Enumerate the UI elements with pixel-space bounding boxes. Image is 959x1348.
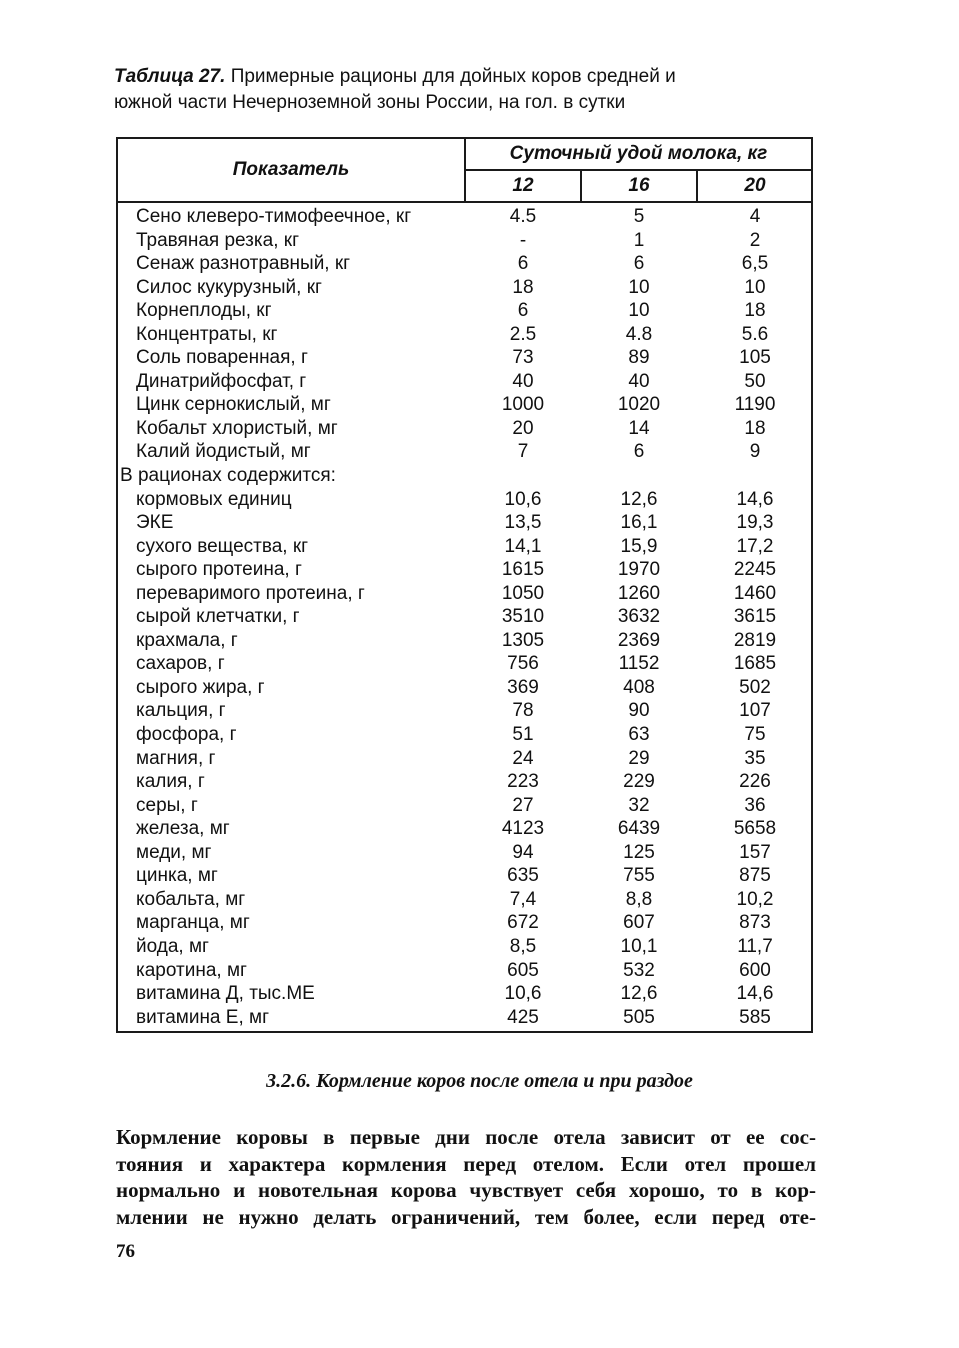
row-label: Динатрийфосфат, г [136,370,307,392]
row-value-col-12: 10,6 [504,488,542,510]
row-value-col-12: 73 [512,347,534,369]
table-row [118,299,811,323]
table-row [118,370,811,394]
table-row [118,1006,811,1030]
table-row [118,488,811,512]
row-value-col-16: 408 [623,676,655,698]
row-value-col-16: 6439 [617,818,661,840]
row-value-col-20: 502 [739,676,771,698]
table-row [118,558,811,582]
row-value-col-16: 6 [633,253,645,275]
row-value-col-20: 1685 [733,653,777,675]
row-value-col-16: 10,1 [620,935,658,957]
row-value-col-16: 1260 [617,582,661,604]
table-row [118,535,811,559]
paragraph-line: Кормление коровы в первые дни после отела зависит от ее сос- [116,1125,816,1149]
row-label: меди, мг [136,841,212,863]
row-value-col-20: 585 [739,1006,771,1028]
row-label: Травяная резка, кг [136,229,299,251]
row-value-col-20: 600 [739,959,771,981]
row-value-col-16: 6 [633,441,645,463]
row-value-col-12: 51 [512,724,534,746]
row-value-col-16: 12,6 [620,488,658,510]
row-label: калия, г [136,771,205,793]
row-value-col-16: 532 [623,959,655,981]
row-value-col-12: 7 [517,441,529,463]
row-value-col-12: - [519,229,527,251]
row-label: ЭКЕ [136,512,174,534]
page-number: 76 [116,1241,135,1262]
row-value-col-16: 15,9 [620,535,658,557]
table-body [118,205,811,1029]
header-milk-yield: Суточный удой молока, кг [466,139,811,171]
row-value-col-20: 5.6 [741,323,769,345]
row-value-col-12: 10,6 [504,983,542,1005]
row-label: витамина Д, тыс.МЕ [136,983,315,1005]
row-value-col-20: 226 [739,771,771,793]
row-label: марганца, мг [136,912,250,934]
table-row [118,276,811,300]
row-value-col-20: 10,2 [736,888,774,910]
row-value-col-20: 18 [744,417,766,439]
row-value-col-20: 18 [744,300,766,322]
row-label: фосфора, г [136,724,237,746]
row-label: Калий йодистый, мг [136,441,311,463]
row-value-col-12: 425 [507,1006,539,1028]
row-label: Концентраты, кг [136,323,278,345]
row-value-col-12: 13,5 [504,512,542,534]
table-row [118,511,811,535]
row-value-col-16: 4.8 [625,323,653,345]
row-value-col-20: 75 [744,724,766,746]
row-value-col-12: 27 [512,794,534,816]
row-label: серы, г [136,794,198,816]
table-row [118,770,811,794]
row-value-col-20: 9 [749,441,761,463]
row-value-col-16: 90 [628,700,650,722]
row-value-col-12: 1050 [501,582,545,604]
row-label: железа, мг [136,818,230,840]
row-label: Сено клеверо-тимофеечное, кг [136,206,412,227]
row-value-col-16: 607 [623,912,655,934]
row-value-col-12: 1615 [501,559,545,581]
table-row [118,252,811,276]
body-paragraph [116,1124,816,1230]
row-label: крахмала, г [136,629,238,651]
row-value-col-20: 2 [749,229,761,251]
row-label: йода, мг [136,935,209,957]
table-row [118,229,811,253]
table-row [118,699,811,723]
row-value-col-16: 63 [628,724,650,746]
table-row [118,864,811,888]
row-value-col-12: 605 [507,959,539,981]
row-value-col-16: 16,1 [620,512,658,534]
paragraph-line: нормально и новотельная корова чувствует себя хорошо, то в кор- [116,1178,816,1202]
row-value-col-20: 11,7 [737,935,773,957]
row-value-col-12: 78 [512,700,534,722]
header-col-12: 12 [466,171,582,201]
row-value-col-20: 1190 [734,394,776,416]
row-value-col-16: 229 [623,771,655,793]
row-value-col-12: 4.5 [509,206,537,227]
row-value-col-12: 1305 [501,629,545,651]
row-value-col-12: 6 [517,253,529,275]
table-row [118,747,811,771]
row-value-col-20: 157 [739,841,771,863]
row-label: кормовых единиц [136,488,292,510]
row-label: Корнеплоды, кг [136,300,272,322]
row-value-col-20: 105 [739,347,771,369]
row-label: Цинк сернокислый, мг [136,394,331,416]
table-row [118,440,811,464]
table-row [118,959,811,983]
row-label: магния, г [136,747,216,769]
row-value-col-16: 1020 [617,394,661,416]
row-value-col-12: 24 [512,747,534,769]
row-value-col-16: 10 [628,276,650,298]
row-value-col-12: 8,5 [509,935,537,957]
row-value-col-16: 505 [623,1006,655,1028]
row-value-col-12: 369 [507,676,539,698]
row-value-col-12: 18 [512,276,534,298]
table-row [118,676,811,700]
table-row [118,982,811,1006]
caption-text-line-1: Примерные рационы для дойных коров средней и [230,66,676,87]
row-value-col-16: 10 [628,300,650,322]
row-value-col-20: 107 [739,700,771,722]
row-value-col-12: 4123 [501,818,545,840]
row-value-col-12: 2.5 [509,323,537,345]
ration-table [116,137,813,1033]
row-label: сахаров, г [136,653,225,675]
table-row [118,841,811,865]
row-value-col-20: 3615 [733,606,777,628]
row-label: переваримого протеина, г [136,582,365,604]
row-value-col-12: 1000 [501,394,545,416]
row-value-col-20: 36 [744,794,766,816]
header-parameter: Показатель [118,139,466,201]
table-row [118,629,811,653]
row-value-col-20: 17,2 [736,535,774,557]
table-row [118,935,811,959]
row-value-col-20: 14,6 [736,983,774,1005]
row-value-col-20: 35 [744,747,766,769]
row-label: Сенаж разнотравный, кг [136,253,351,275]
row-value-col-12: 40 [512,370,534,392]
row-value-col-12: 7,4 [509,888,537,910]
table-row [118,393,811,417]
row-label: сырого протеина, г [136,559,302,581]
table-caption [114,64,834,116]
row-value-col-20: 2819 [733,629,777,651]
row-value-col-16: 3632 [617,606,661,628]
row-value-col-12: 14,1 [504,535,542,557]
row-value-col-12: 635 [507,865,539,887]
caption-text-line-2: южной части Нечерноземной зоны России, на гол. в сутки [114,92,626,113]
row-value-col-16: 14 [628,417,650,439]
row-label: Силос кукурузный, кг [136,276,322,298]
row-value-col-12: 3510 [501,606,545,628]
row-label: сырой клетчатки, г [136,606,300,628]
row-value-col-12: 756 [507,653,539,675]
row-value-col-20: 2245 [733,559,777,581]
table-header [118,139,811,203]
row-value-col-12: 672 [507,912,539,934]
table-row [118,605,811,629]
paragraph-line: тояния и характера кормления перед отелом. Если отел прошел [116,1151,816,1176]
row-value-col-20: 4 [749,206,761,227]
row-value-col-20: 19,3 [736,512,774,534]
header-col-16: 16 [582,171,698,201]
row-value-col-16: 29 [628,747,650,769]
row-value-col-16: 5 [633,206,645,227]
row-value-col-20: 10 [744,276,766,298]
row-label: сухого вещества, кг [136,535,309,557]
caption-lead: Таблица 27. [114,66,226,87]
table-row [118,794,811,818]
row-value-col-16: 89 [628,347,650,369]
table-row [118,911,811,935]
row-value-col-20: 875 [739,865,771,887]
row-label: В рационах содержится: [120,465,336,487]
row-value-col-12: 20 [512,417,534,439]
row-label: кобальта, мг [136,888,246,910]
row-value-col-20: 14,6 [736,488,774,510]
row-label: витамина Е, мг [136,1006,269,1028]
row-value-col-20: 1460 [733,582,777,604]
table-row [118,817,811,841]
table-row [118,723,811,747]
table-row [118,582,811,606]
row-value-col-12: 223 [507,771,539,793]
row-value-col-20: 873 [739,912,771,934]
table-row [118,417,811,441]
row-value-col-16: 32 [628,794,650,816]
row-label: Соль поваренная, г [136,347,308,369]
table-row [118,346,811,370]
row-value-col-16: 755 [623,865,655,887]
table-row [118,205,811,229]
row-value-col-16: 125 [623,841,655,863]
row-value-col-12: 6 [517,300,529,322]
row-label: сырого жира, г [136,676,265,698]
table-row [118,652,811,676]
row-label: Кобальт хлористый, мг [136,417,338,439]
row-value-col-16: 8,8 [625,888,653,910]
row-label: каротина, мг [136,959,247,981]
row-value-col-16: 12,6 [620,983,658,1005]
row-value-col-12: 94 [512,841,534,863]
row-value-col-16: 2369 [617,629,661,651]
paragraph-line: млении не нужно делать ограничений, тем более, если перед оте- [116,1204,816,1229]
row-value-col-16: 1 [633,229,645,251]
row-value-col-16: 1970 [617,559,661,581]
section-heading: 3.2.6. Кормление коров после отела и при раздое [266,1070,693,1092]
row-value-col-20: 6,5 [741,253,769,275]
row-label: кальция, г [136,700,226,722]
header-col-20: 20 [744,175,766,196]
table-row [118,888,811,912]
row-value-col-16: 1152 [618,653,660,675]
row-value-col-16: 40 [628,370,650,392]
row-value-col-20: 50 [744,370,766,392]
table-row [118,323,811,347]
row-label: цинка, мг [136,865,218,887]
row-value-col-20: 5658 [733,818,777,840]
table-section-row [118,464,811,488]
